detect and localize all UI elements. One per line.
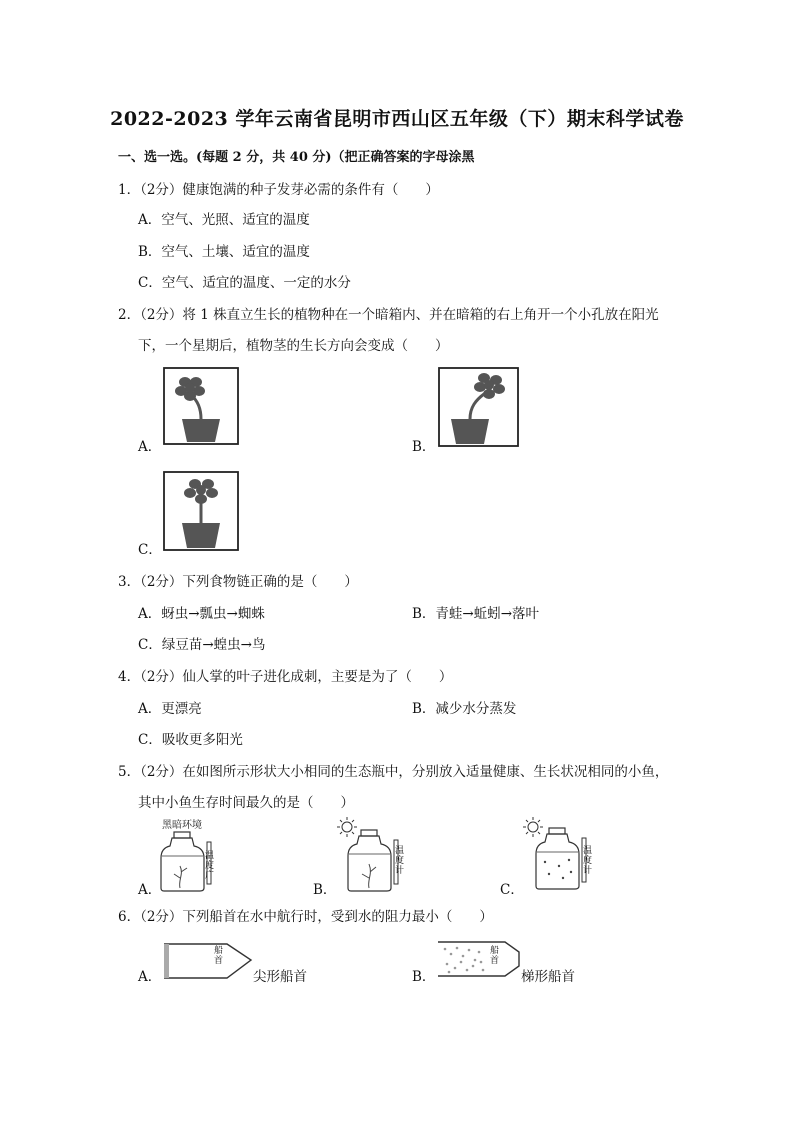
question-1-option-a[interactable]: A．空气、光照、适宜的温度	[138, 212, 310, 228]
question-3-stem: 3．（2分）下列食物链正确的是（ ）	[118, 574, 358, 590]
question-2-option-a[interactable]: A．	[138, 439, 162, 455]
question-1-option-b[interactable]: B．空气、土壤、适宜的温度	[138, 244, 310, 260]
pointed-bow-figure	[163, 942, 253, 980]
question-4-option-a[interactable]: A．更漂亮	[138, 701, 202, 717]
question-3-option-c[interactable]: C．绿豆苗→蝗虫→鸟	[138, 637, 266, 653]
hull-label-b: 船首	[490, 946, 500, 966]
section-heading: 一、选一选。(每题 2 分，共 40 分)（把正确答案的字母涂黑	[118, 150, 475, 165]
exam-title: 2022-2023 学年云南省昆明市西山区五年级（下）期末科学试卷	[110, 108, 684, 130]
thermometer-label-b: 温度计	[395, 846, 405, 876]
thermometer-label-c: 温度计	[583, 846, 593, 876]
plant-upright-figure	[163, 471, 239, 551]
plant-bent-right-figure	[438, 367, 519, 447]
thermometer-label-a: 温度广	[205, 851, 215, 881]
question-5-option-b[interactable]: B．	[313, 882, 337, 898]
question-4-stem: 4．（2分）仙人掌的叶子进化成刺，主要是为了（ ）	[118, 669, 453, 685]
question-2-option-b[interactable]: B．	[412, 439, 436, 455]
question-2-stem-line1: 2．（2分）将 1 株直立生长的植物种在一个暗箱内、并在暗箱的右上角开一个小孔放在阳光	[118, 307, 659, 323]
question-5-stem-line2: 其中小鱼生存时间最久的是（ ）	[138, 795, 354, 811]
question-6-caption-a: 尖形船首	[253, 969, 307, 985]
question-3-option-b[interactable]: B．青蛙→蚯蚓→落叶	[412, 606, 540, 622]
dark-environment-label: 黑暗环境	[162, 820, 202, 831]
question-2-stem-line2: 下，一个星期后，植物茎的生长方向会变成（ ）	[138, 338, 449, 354]
question-4-option-c[interactable]: C．吸收更多阳光	[138, 732, 243, 748]
hull-label-a: 船首	[214, 946, 224, 966]
question-6-caption-b: 梯形船首	[521, 969, 575, 985]
question-5-option-a[interactable]: A．	[138, 882, 162, 898]
plant-bent-left-figure	[163, 367, 239, 445]
question-2-option-c[interactable]: C．	[138, 542, 162, 558]
question-5-stem-line1: 5．（2分）在如图所示形状大小相同的生态瓶中，分别放入适量健康、生长状况相同的小鱼，	[118, 764, 669, 780]
question-5-option-c[interactable]: C．	[500, 882, 524, 898]
question-1-stem: 1．（2分）健康饱满的种子发芽必需的条件有（ ）	[118, 182, 439, 198]
question-1-option-c[interactable]: C．空气、适宜的温度、一定的水分	[138, 275, 351, 291]
question-6-option-a[interactable]: A．	[138, 969, 162, 985]
question-6-stem: 6．（2分）下列船首在水中航行时，受到水的阻力最小（ ）	[118, 909, 493, 925]
question-4-option-b[interactable]: B．减少水分蒸发	[412, 701, 517, 717]
question-6-option-b[interactable]: B．	[412, 969, 436, 985]
question-3-option-a[interactable]: A．蚜虫→瓢虫→蜘蛛	[138, 606, 265, 622]
trapezoid-bow-figure	[437, 940, 521, 978]
